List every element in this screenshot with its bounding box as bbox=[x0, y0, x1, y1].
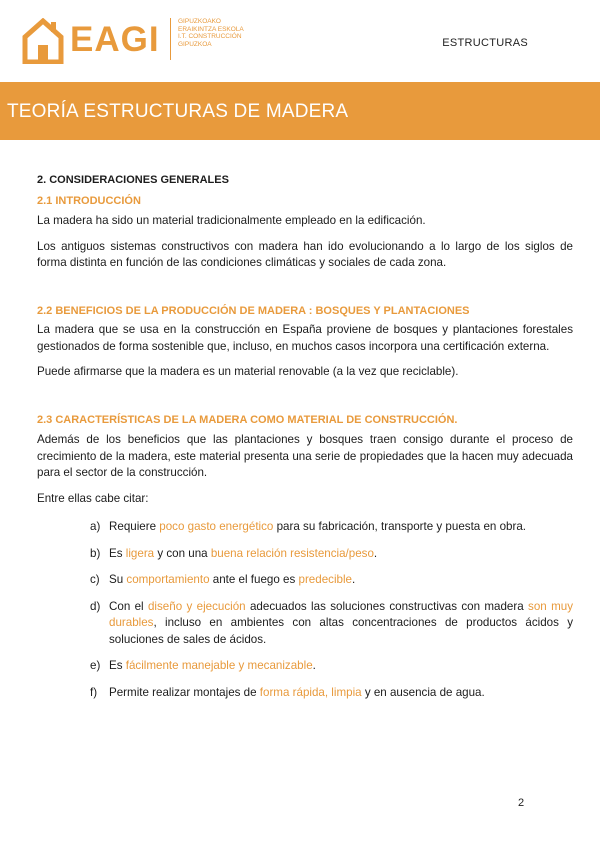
list-item bbox=[90, 599, 573, 649]
list-text: adecuados las soluciones constructivas con madera bbox=[245, 599, 529, 613]
list-marker: e) bbox=[90, 659, 101, 672]
list-text: Requiere bbox=[109, 520, 160, 533]
list-text: Con el bbox=[109, 599, 148, 613]
highlight-text: buena relación resistencia/peso bbox=[210, 546, 374, 560]
list-marker: b) bbox=[90, 546, 101, 560]
highlight-text: comportamiento bbox=[126, 573, 210, 586]
logo-subtitle bbox=[178, 18, 258, 48]
document-body bbox=[37, 172, 573, 701]
highlight-text: ligera bbox=[125, 546, 155, 560]
list-item bbox=[90, 685, 573, 702]
subsection-heading-benefits: 2.2 BENEFICIOS DE LA PRODUCCIÓN DE MADERA : BOSQUES Y PLANTACIONES bbox=[37, 304, 470, 317]
subsection-heading-intro: 2.1 INTRODUCCIÓN bbox=[37, 194, 141, 207]
list-text: . bbox=[373, 546, 378, 560]
list-item bbox=[90, 546, 573, 563]
list-text: , incluso en ambientes con altas concentraciones de productos ácidos y soluciones de sales de ácidos. bbox=[109, 616, 573, 646]
list-text: Es bbox=[109, 659, 126, 672]
house-logo-icon bbox=[22, 18, 64, 64]
paragraph: Puede afirmarse que la madera es un material renovable (a la vez que reciclable). bbox=[37, 365, 459, 378]
list-text: y en ausencia de agua. bbox=[361, 685, 485, 699]
highlight-text: predecible bbox=[298, 573, 352, 586]
title-band bbox=[0, 82, 600, 140]
logo-sub-line: ERAIKINTZA ESKOLA bbox=[178, 25, 244, 33]
list-marker: c) bbox=[90, 573, 100, 586]
list-marker: f) bbox=[90, 685, 98, 699]
paragraph: Además de los beneficios que las plantaciones y bosques traen consigo durante el proceso de crecimiento de la madera, este material presenta una serie de propiedades que la hacen muy adecuada para el sector de la construcción. bbox=[37, 433, 573, 479]
highlight-text: forma rápida, limpia bbox=[259, 685, 362, 699]
logo-sub-line: I.T. CONSTRUCCIÓN bbox=[178, 33, 242, 40]
list-text: . bbox=[312, 659, 316, 672]
highlight-text: diseño y ejecución bbox=[147, 599, 246, 613]
page-header bbox=[0, 0, 600, 82]
list-marker: a) bbox=[90, 520, 101, 533]
paragraph: Entre ellas cabe citar: bbox=[37, 491, 149, 505]
section-heading: 2. CONSIDERACIONES GENERALES bbox=[37, 174, 229, 186]
list-item bbox=[90, 572, 573, 589]
logo-divider bbox=[170, 18, 171, 60]
section-label: ESTRUCTURAS bbox=[442, 37, 528, 49]
paragraph: Los antiguos sistemas constructivos con madera han ido evolucionando a lo largo de los siglos de forma distinta en función de las condiciones climáticas y sociales de cada zona. bbox=[37, 239, 573, 269]
list-text: y con una bbox=[154, 546, 211, 560]
list-text: Permite realizar montajes de bbox=[109, 685, 260, 699]
list-text: . bbox=[352, 573, 356, 586]
paragraph: La madera ha sido un material tradicionalmente empleado en la edificación. bbox=[37, 214, 426, 227]
list-text: ante el fuego es bbox=[209, 573, 299, 586]
page-number: 2 bbox=[518, 797, 525, 809]
paragraph: La madera que se usa en la construcción en España proviene de bosques y plantaciones forestales gestionados de forma sostenible que, incluso, en muchos casos incorpora una certificación externa. bbox=[37, 323, 573, 353]
document-title: TEORÍA ESTRUCTURAS DE MADERA bbox=[7, 101, 349, 122]
list-text: Es bbox=[109, 546, 126, 560]
logo-sub-line: GIPUZKOAKO bbox=[178, 18, 221, 25]
list-text: para su fabricación, transporte y puesta en obra. bbox=[273, 520, 527, 533]
subsection-heading-characteristics: 2.3 CARACTERÍSTICAS DE LA MADERA COMO MATERIAL DE CONSTRUCCIÓN. bbox=[37, 413, 458, 426]
highlight-text: son muy durables bbox=[109, 599, 573, 629]
list-text: Su bbox=[109, 573, 127, 586]
list-item bbox=[90, 658, 573, 675]
highlight-text: poco gasto energético bbox=[159, 520, 274, 533]
list-marker: d) bbox=[90, 599, 101, 613]
properties-list bbox=[90, 519, 573, 701]
eagi-logo bbox=[22, 14, 252, 68]
logo-wordmark: EAGI bbox=[70, 20, 160, 59]
logo-sub-line: GIPUZKOA bbox=[178, 40, 212, 48]
list-item bbox=[90, 519, 573, 536]
highlight-text: fácilmente manejable y mecanizable bbox=[125, 659, 313, 672]
